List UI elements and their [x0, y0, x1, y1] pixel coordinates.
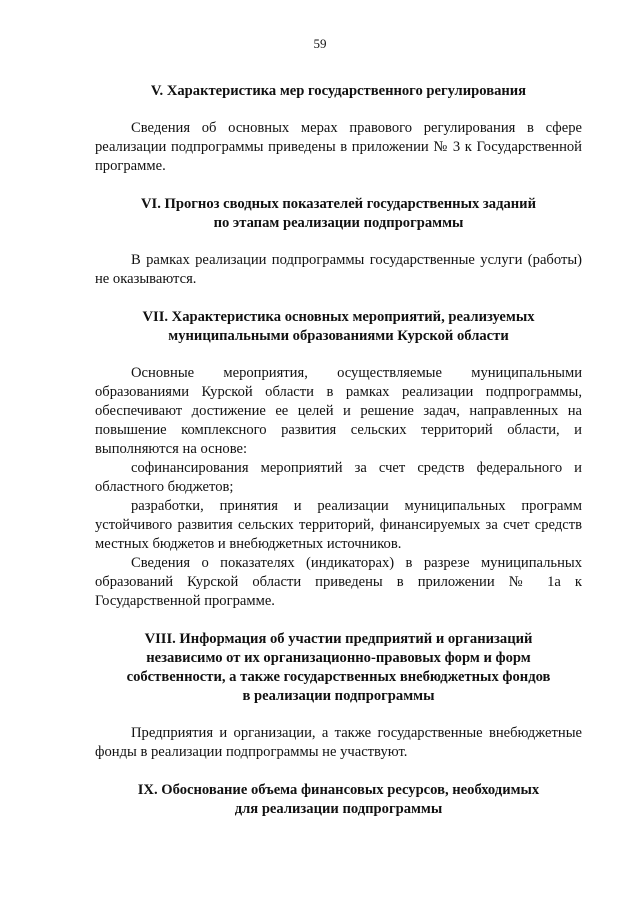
section-6	[95, 195, 582, 289]
section-heading	[95, 82, 582, 101]
heading-line: для реализации подпрограммы	[234, 801, 443, 817]
paragraph: Предприятия и организации, а также государственные внебюджетные фонды в реализации подпрограммы не участвуют.	[95, 725, 582, 760]
heading-line: независимо от их организационно-правовых форм и форм	[146, 650, 531, 666]
paragraph: софинансирования мероприятий за счет средств федерального и областного бюджетов;	[95, 460, 582, 495]
heading-line: VI. Прогноз сводных показателей государственных заданий	[141, 196, 536, 212]
section-heading	[95, 308, 582, 346]
section-5	[95, 82, 582, 176]
heading-line: VII. Характеристика основных мероприятий, реализуемых	[142, 309, 535, 325]
section-9	[95, 781, 582, 819]
page-number: 59	[313, 36, 327, 51]
section-7	[95, 308, 582, 611]
heading-line: IX. Обоснование объема финансовых ресурсов, необходимых	[137, 782, 540, 798]
heading-line: в реализации подпрограммы	[242, 688, 435, 704]
paragraph: В рамках реализации подпрограммы государственные услуги (работы) не оказываются.	[95, 252, 582, 287]
paragraph: Сведения о показателях (индикаторах) в разрезе муниципальных образований Курской области приведены в приложении № 1а к Государственной программе.	[95, 555, 582, 609]
heading-line: VIII. Информация об участии предприятий и организаций	[144, 631, 533, 647]
paragraph: разработки, принятия и реализации муниципальных программ устойчивого развития сельских территорий, финансируемых за счет средств местных бюджетов и внебюджетных источников.	[95, 498, 582, 552]
heading-line: собственности, а также государственных внебюджетных фондов	[126, 669, 551, 685]
paragraph: Сведения об основных мерах правового регулирования в сфере реализации подпрограммы приведены в приложении № 3 к Государственной программе.	[95, 120, 582, 174]
section-heading	[95, 781, 582, 819]
section-heading	[95, 195, 582, 233]
document-body	[95, 82, 582, 819]
section-heading	[95, 630, 582, 706]
heading-line: по этапам реализации подпрограммы	[213, 215, 464, 231]
section-8	[95, 630, 582, 762]
heading-line: муниципальными образованиями Курской области	[168, 328, 509, 344]
paragraph: Основные мероприятия, осуществляемые муниципальными образованиями Курской области в рамках реализации подпрограммы, обеспечивают достижение ее целей и решение задач, направленных на повышение комплексного развития сельских территорий области, и выполняются на основе:	[95, 365, 582, 457]
heading-line: V. Характеристика мер государственного регулирования	[150, 83, 527, 99]
